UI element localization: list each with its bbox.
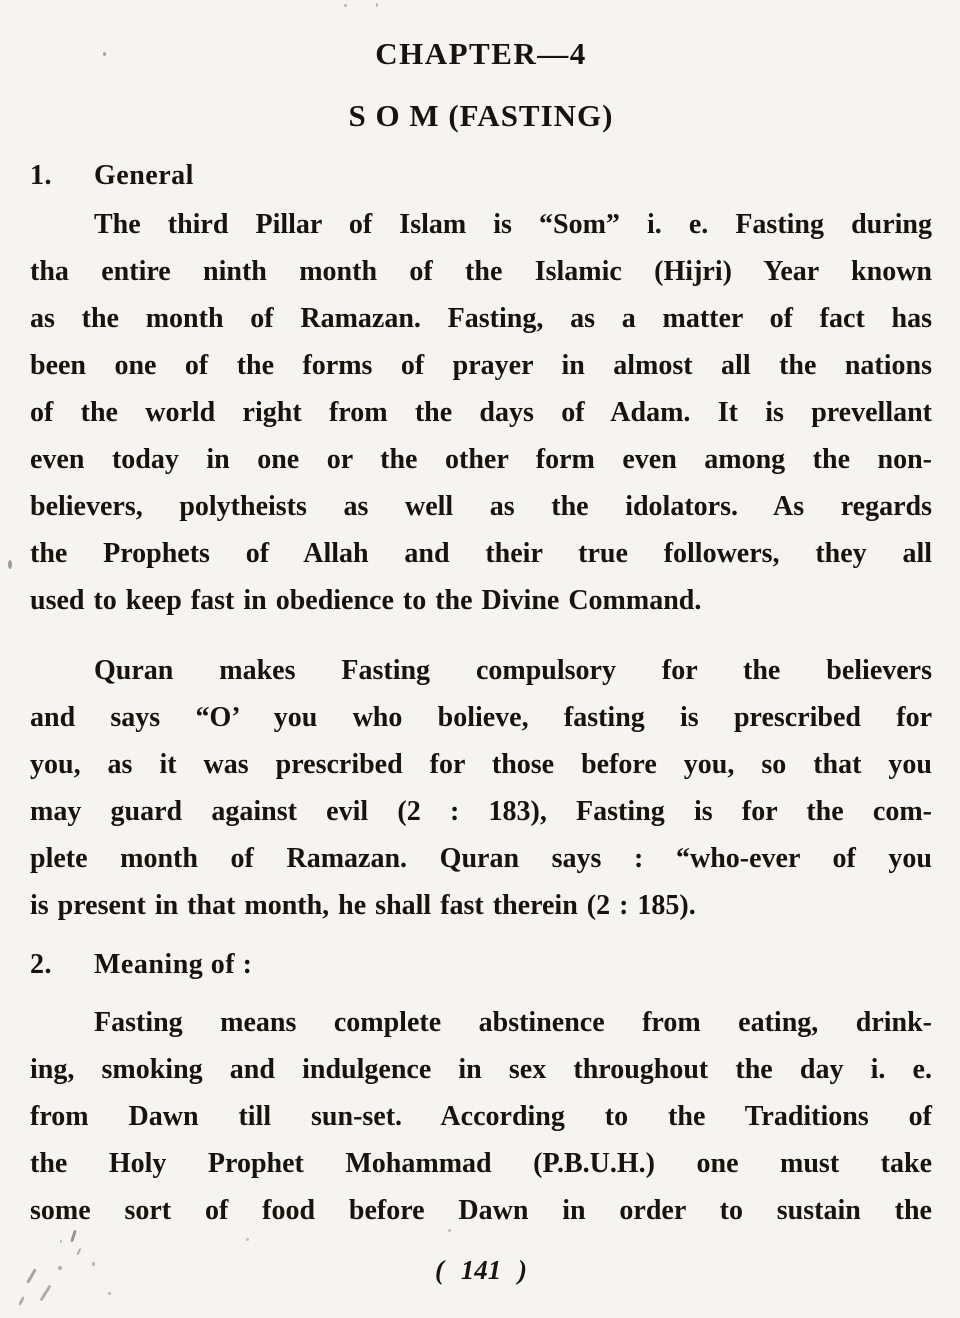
paragraph-quran [30,647,932,929]
text-line: you, as it was prescribed for those before you, so that you [30,749,932,780]
scan-smudge [246,1238,249,1241]
text-line: ing, smoking and indulgence in sex throughout the day i. e. [30,1054,932,1085]
chapter-subtitle: S O M (FASTING) [348,98,614,133]
text-line: Fasting means complete abstinence from eating, drink- [94,1007,932,1038]
text-line: as the month of Ramazan. Fasting, as a matter of fact has [30,303,932,334]
section-2-heading [30,949,932,981]
text-line: believers, polytheists as well as the idolators. As regards [30,491,932,522]
scan-smudge [18,1296,25,1306]
scan-smudge [39,1285,51,1302]
scan-artifact [8,560,12,569]
text-line: from Dawn till sun-set. According to the Traditions of [30,1101,932,1132]
section-1-title: General [94,160,194,191]
scan-artifact [376,3,378,7]
text-line: The third Pillar of Islam is “Som” i. e. Fasting during [94,209,932,240]
section-1-number: 1. [30,160,52,191]
text-line: may guard against evil (2 : 183), Fasting is for the com- [30,796,932,827]
text-line: tha entire ninth month of the Islamic (Hijri) Year known [30,256,932,287]
text-line: Quran makes Fasting compulsory for the believers [94,655,932,686]
text-line: even today in one or the other form even among the non- [30,444,932,475]
paragraph-meaning [30,999,932,1234]
section-1-heading [30,160,932,192]
text-line: is present in that month, he shall fast therein (2 : 185). [30,890,696,921]
page-number: ( 141 ) [435,1255,527,1285]
text-line: of the world right from the days of Adam. It is prevellant [30,397,932,428]
text-line: been one of the forms of prayer in almost all the nations [30,350,932,381]
section-2-number: 2. [30,949,52,980]
scan-artifact [344,4,347,7]
text-line: plete month of Ramazan. Quran says : “who-ever of you [30,843,932,874]
scan-smudge [108,1292,111,1295]
scan-smudge [60,1240,62,1243]
text-line: and says “O’ you who bolieve, fasting is prescribed for [30,702,932,733]
text-line: the Holy Prophet Mohammad (P.B.U.H.) one must take [30,1148,932,1179]
text-line: used to keep fast in obedience to the Divine Command. [30,585,702,616]
section-2-title: Meaning of : [94,949,253,980]
chapter-title: CHAPTER—4 [375,36,587,71]
text-line: some sort of food before Dawn in order to sustain the [30,1195,932,1226]
paragraph-general [30,201,932,624]
text-line: the Prophets of Allah and their true followers, they all [30,538,932,569]
